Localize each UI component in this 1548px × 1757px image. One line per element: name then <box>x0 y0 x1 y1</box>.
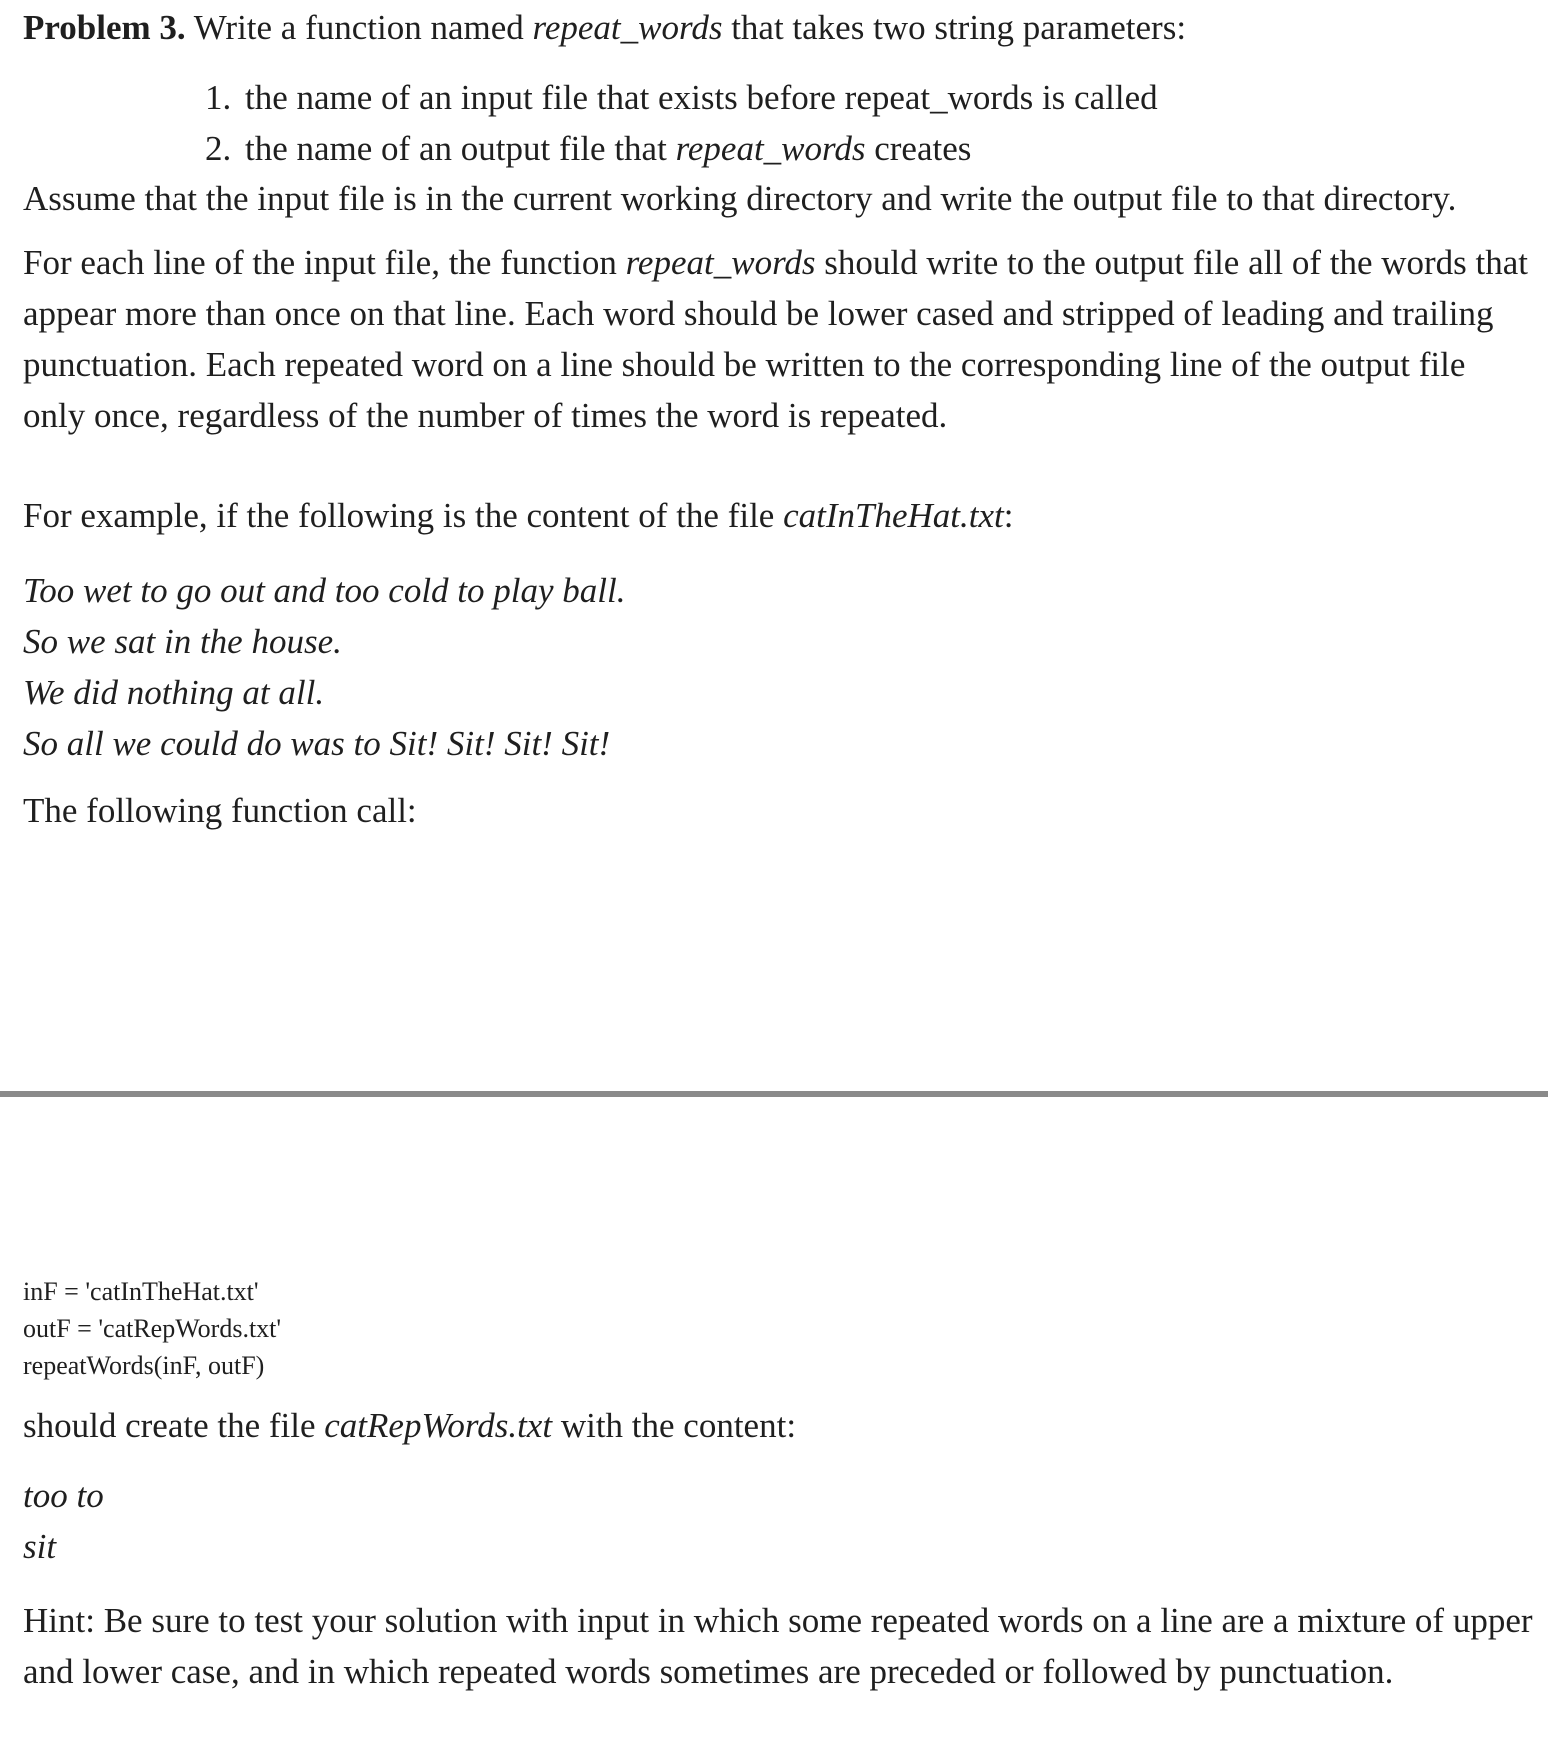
function-call-code <box>23 1273 281 1384</box>
description-function-name: repeat_words <box>625 243 816 282</box>
poem-line: So we sat in the house. <box>23 622 342 661</box>
hint-paragraph: Hint: Be sure to test your solution with input in which some repeated words on a line are a mixture of upper and lower case, and in which repeated words sometimes are preceded or followed by punctuation. <box>23 1601 1533 1691</box>
code-line: repeatWords(inF, outF) <box>23 1351 265 1380</box>
create-paragraph <box>23 1400 1533 1451</box>
parameter-text-italic: repeat_words <box>675 129 866 168</box>
parameter-text-before: the name of an input file that exists before repeat_words is called <box>245 78 1158 117</box>
assume-paragraph: Assume that the input file is in the current working directory and write the output file to that directory. <box>23 179 1457 218</box>
parameter-list <box>205 72 1158 174</box>
problem-intro-before: Write a function named <box>185 8 533 47</box>
code-line: inF = 'catInTheHat.txt' <box>23 1277 259 1306</box>
description-after: should write to the output file all of the words that appear more than once on that line. Each word should be lower cased and stripped of leading and trailing punctuation. Each repeated word on a line should be written to the corresponding line of the output file only once, regardless of the number of times the word is repeated. <box>23 243 1529 435</box>
parameter-number: 1. <box>205 78 232 117</box>
poem-line: We did nothing at all. <box>23 673 325 712</box>
parameter-number: 2. <box>205 129 232 168</box>
example-file-name: catInTheHat.txt <box>783 496 1004 535</box>
parameter-item <box>205 123 1158 174</box>
parameter-text-before: the name of an output file that <box>245 129 676 168</box>
description-before: For each line of the input file, the function <box>23 243 626 282</box>
problem-function-name: repeat_words <box>532 8 723 47</box>
code-line: outF = 'catRepWords.txt' <box>23 1314 282 1343</box>
parameter-item <box>205 72 1158 123</box>
input-file-content <box>23 565 625 769</box>
output-line: sit <box>23 1527 57 1566</box>
parameter-text-after: creates <box>865 129 972 168</box>
output-file-content <box>23 1470 104 1572</box>
poem-line: Too wet to go out and too cold to play ball. <box>23 571 626 610</box>
poem-line: So all we could do was to Sit! Sit! Sit! Sit! <box>23 724 611 763</box>
create-after: with the content: <box>552 1406 797 1445</box>
call-intro-paragraph: The following function call: <box>23 791 417 830</box>
create-file-name: catRepWords.txt <box>324 1406 553 1445</box>
create-before: should create the file <box>23 1406 325 1445</box>
problem-intro-after: that takes two string parameters: <box>722 8 1187 47</box>
problem-statement <box>23 2 1186 53</box>
example-after: : <box>1003 496 1014 535</box>
page-divider <box>0 1091 1548 1097</box>
example-paragraph <box>23 490 1533 541</box>
example-before: For example, if the following is the content of the file <box>23 496 784 535</box>
problem-label: Problem 3. <box>23 8 186 47</box>
description-paragraph <box>23 237 1533 441</box>
output-line: too to <box>23 1476 104 1515</box>
